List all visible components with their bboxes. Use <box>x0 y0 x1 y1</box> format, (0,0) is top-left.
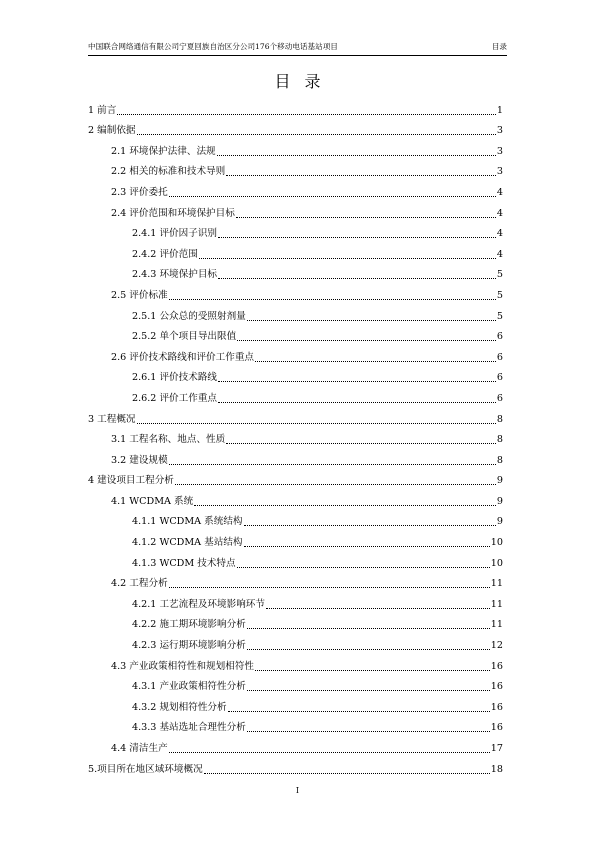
toc-dot-leader <box>226 175 496 176</box>
toc-entry-page: 11 <box>490 578 503 590</box>
toc-entry-label: 4.2.1 工艺流程及环境影响环节 <box>132 598 265 610</box>
toc-entry-page: 6 <box>496 331 503 343</box>
toc-entry-page: 11 <box>490 619 503 631</box>
toc-entry-page: 6 <box>496 351 503 363</box>
toc-entry-page: 5 <box>496 269 503 281</box>
toc-dot-leader <box>247 690 490 691</box>
toc-entry-label: 2.3 评价委托 <box>111 186 168 198</box>
toc-dot-leader <box>218 381 496 382</box>
toc-entry[interactable] <box>88 96 503 117</box>
toc-dot-leader <box>244 525 496 526</box>
toc-entry-label: 1 前言 <box>88 104 117 116</box>
toc-entry-label: 2.4.2 评价范围 <box>132 248 198 260</box>
toc-entry-label: 2.2 相关的标准和技术导则 <box>111 166 226 178</box>
toc-entry-page: 6 <box>496 372 503 384</box>
toc-entry-label: 4.3.1 产业政策相符性分析 <box>132 681 246 693</box>
toc-dot-leader <box>236 217 496 218</box>
toc-entry-label: 2.6.1 评价技术路线 <box>132 372 218 384</box>
toc-entry[interactable] <box>88 158 503 179</box>
toc-entry-label: 5.项目所在地区域环境概况 <box>88 763 203 775</box>
toc-entry-page: 17 <box>490 743 503 754</box>
toc-dot-leader <box>175 484 496 485</box>
toc-dot-leader <box>169 299 496 300</box>
toc-entry-page: 3 <box>496 166 503 178</box>
toc-dot-leader <box>217 155 496 156</box>
toc-entry[interactable] <box>88 261 503 282</box>
toc-entry-label: 3 工程概况 <box>88 413 136 425</box>
toc-entry[interactable] <box>88 693 503 714</box>
toc-entry[interactable] <box>88 240 503 261</box>
toc-dot-leader <box>226 443 496 444</box>
toc-entry[interactable] <box>88 549 503 570</box>
toc-entry-page: 5 <box>496 310 503 322</box>
toc-entry[interactable] <box>88 734 503 755</box>
toc-dot-leader <box>194 505 496 506</box>
toc-entry-page: 3 <box>496 145 503 157</box>
toc-entry-label: 2.1 环境保护法律、法规 <box>111 145 216 157</box>
toc-dot-leader <box>137 423 496 424</box>
toc-entry-label: 4.1.2 WCDMA 基站结构 <box>132 537 243 549</box>
toc-dot-leader <box>247 628 490 629</box>
toc-entry-label: 4.2.2 施工期环境影响分析 <box>132 619 246 631</box>
toc-entry[interactable] <box>88 528 503 549</box>
toc-entry[interactable] <box>88 343 503 364</box>
toc-dot-leader <box>137 134 496 135</box>
toc-dot-leader <box>237 567 490 568</box>
toc-entry-page: 8 <box>496 434 503 446</box>
toc-entry-page: 16 <box>490 722 503 734</box>
toc-entry-page: 5 <box>496 289 503 301</box>
toc-entry-label: 4.1.1 WCDMA 系统结构 <box>132 516 243 528</box>
toc-entry-label: 4.4 清洁生产 <box>111 743 168 754</box>
header-section-label: 目录 <box>491 42 507 51</box>
toc-dot-leader <box>199 258 496 259</box>
toc-entry[interactable] <box>88 590 503 611</box>
toc-entry[interactable] <box>88 446 503 467</box>
toc-dot-leader <box>169 464 496 465</box>
toc-entry[interactable] <box>88 137 503 158</box>
toc-dot-leader <box>169 752 490 753</box>
toc-entry-label: 4.3 产业政策相符性和规划相符性 <box>111 660 255 672</box>
toc-entry[interactable] <box>88 364 503 385</box>
toc-entry-page: 12 <box>490 640 503 652</box>
toc-entry[interactable] <box>88 405 503 426</box>
toc-entry[interactable] <box>88 426 503 447</box>
toc-entry-label: 4.1 WCDMA 系统 <box>111 495 194 507</box>
toc-dot-leader <box>244 546 490 547</box>
toc-entry[interactable] <box>88 467 503 488</box>
toc-entry[interactable] <box>88 281 503 302</box>
toc-entry-label: 2.5.1 公众总的受照射剂量 <box>132 310 246 322</box>
toc-entry-page: 16 <box>490 701 503 713</box>
toc-entry-page: 10 <box>490 537 503 549</box>
toc-dot-leader <box>266 608 490 609</box>
toc-entry-label: 2.6.2 评价工作重点 <box>132 392 218 404</box>
toc-entry-label: 2.5.2 单个项目导出限值 <box>132 331 237 343</box>
table-of-contents <box>88 96 503 776</box>
toc-entry[interactable] <box>88 302 503 323</box>
toc-dot-leader <box>117 114 496 115</box>
page-header <box>88 40 507 54</box>
toc-entry[interactable] <box>88 631 503 652</box>
toc-entry-label: 4 建设项目工程分析 <box>88 475 174 487</box>
toc-entry-label: 3.2 建设规模 <box>111 454 168 466</box>
page-number: I <box>295 786 300 795</box>
toc-dot-leader <box>218 402 496 403</box>
toc-entry-page: 8 <box>496 413 503 425</box>
toc-entry-label: 2.5 评价标准 <box>111 289 168 301</box>
toc-entry-page: 1 <box>496 104 503 116</box>
toc-dot-leader <box>228 711 490 712</box>
toc-entry-label: 4.2.3 运行期环境影响分析 <box>132 640 246 652</box>
toc-entry-page: 9 <box>496 495 503 507</box>
toc-dot-leader <box>255 670 490 671</box>
toc-entry[interactable] <box>88 611 503 632</box>
toc-entry[interactable] <box>88 755 503 776</box>
toc-entry[interactable] <box>88 384 503 405</box>
toc-entry[interactable] <box>88 714 503 735</box>
header-divider <box>88 55 507 56</box>
toc-entry-label: 4.2 工程分析 <box>111 578 168 590</box>
toc-entry-page: 9 <box>496 516 503 528</box>
toc-entry-page: 18 <box>490 763 503 775</box>
toc-entry-label: 2.6 评价技术路线和评价工作重点 <box>111 351 255 363</box>
toc-entry-page: 4 <box>496 207 503 219</box>
toc-entry[interactable] <box>88 570 503 591</box>
toc-dot-leader <box>255 361 496 362</box>
toc-dot-leader <box>218 237 496 238</box>
toc-dot-leader <box>247 649 490 650</box>
toc-entry-page: 6 <box>496 392 503 404</box>
toc-entry[interactable] <box>88 220 503 241</box>
toc-entry[interactable] <box>88 487 503 508</box>
toc-entry[interactable] <box>88 323 503 344</box>
toc-entry[interactable] <box>88 673 503 694</box>
toc-entry-label: 4.3.3 基站选址合理性分析 <box>132 722 246 734</box>
toc-entry-page: 8 <box>496 454 503 466</box>
toc-entry-page: 10 <box>490 557 503 569</box>
toc-dot-leader <box>204 773 490 774</box>
toc-dot-leader <box>169 587 490 588</box>
page-title: 目录 <box>274 72 335 91</box>
toc-entry-label: 2.4.3 环境保护目标 <box>132 269 218 281</box>
toc-entry-label: 2 编制依据 <box>88 125 136 137</box>
toc-entry-page: 4 <box>496 248 503 260</box>
toc-entry-label: 2.4 评价范围和环境保护目标 <box>111 207 235 219</box>
toc-dot-leader <box>237 340 496 341</box>
toc-entry-page: 3 <box>496 125 503 137</box>
toc-entry[interactable] <box>88 652 503 673</box>
toc-entry-page: 16 <box>490 660 503 672</box>
toc-entry-page: 4 <box>496 228 503 240</box>
toc-entry[interactable] <box>88 199 503 220</box>
toc-dot-leader <box>169 196 496 197</box>
toc-entry[interactable] <box>88 178 503 199</box>
toc-entry[interactable] <box>88 508 503 529</box>
toc-dot-leader <box>247 731 490 732</box>
toc-entry-label: 4.1.3 WCDM 技术特点 <box>132 557 236 569</box>
toc-entry-label: 3.1 工程名称、地点、性质 <box>111 434 226 446</box>
toc-dot-leader <box>218 278 496 279</box>
toc-entry-page: 11 <box>490 598 503 610</box>
toc-entry-page: 16 <box>490 681 503 693</box>
toc-entry-page: 9 <box>496 475 503 487</box>
header-project-title: 中国联合网络通信有限公司宁夏回族自治区分公司176个移动电话基站项目 <box>88 42 338 51</box>
toc-entry[interactable] <box>88 117 503 138</box>
toc-entry-label: 2.4.1 评价因子识别 <box>132 228 218 240</box>
toc-dot-leader <box>247 320 496 321</box>
toc-entry-label: 4.3.2 规划相符性分析 <box>132 701 227 713</box>
toc-entry-page: 4 <box>496 186 503 198</box>
